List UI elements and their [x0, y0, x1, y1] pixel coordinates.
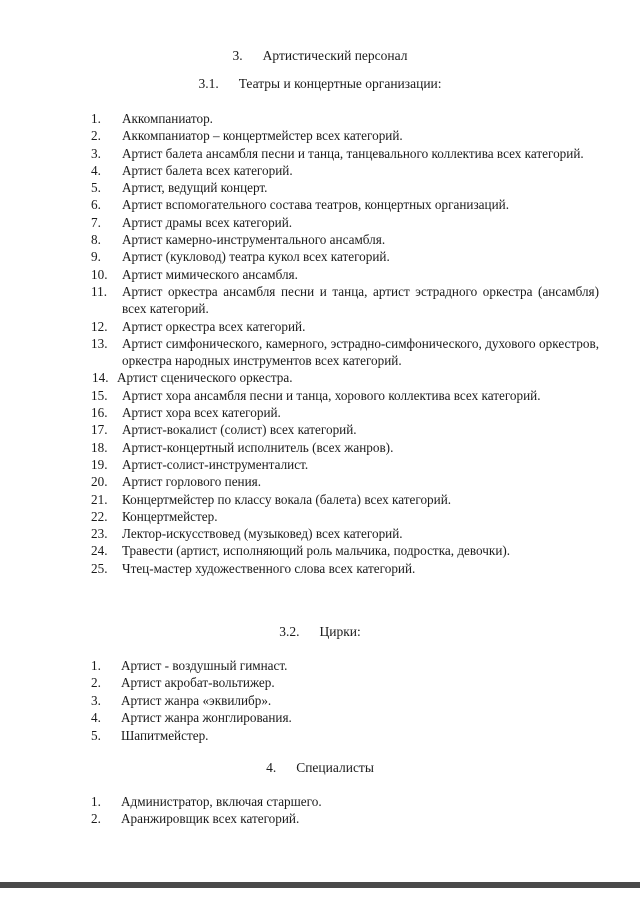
- list-item: [0, 283, 640, 318]
- item-text: Аккомпаниатор.: [122, 111, 213, 126]
- list-item: [0, 214, 640, 231]
- list-item: [0, 657, 640, 674]
- item-text: Артист камерно-инструментального ансамбля.: [122, 232, 386, 248]
- list-theatres: [0, 110, 640, 577]
- section-number: 4.: [266, 760, 277, 775]
- item-number: 22.: [91, 508, 108, 524]
- section-heading-4: [0, 760, 640, 776]
- section-number: 3.: [232, 48, 243, 63]
- list-item: [0, 127, 640, 144]
- item-text: Травести (артист, исполняющий роль мальчика, подростка, девочки).: [122, 543, 511, 559]
- item-text: Артист-вокалист (солист) всех категорий.: [122, 422, 357, 438]
- list-item: [0, 369, 640, 386]
- item-text: Аккомпаниатор – концертмейстер всех категорий.: [122, 128, 403, 144]
- item-number: 21.: [91, 491, 108, 507]
- list-item: [0, 508, 640, 525]
- item-number: 8.: [91, 232, 101, 248]
- item-number: 1.: [91, 658, 101, 673]
- item-text: Лектор-искусствовед (музыковед) всех категорий.: [122, 526, 403, 542]
- item-number: 16.: [91, 405, 108, 421]
- list-item: [0, 196, 640, 213]
- list-item: [0, 560, 640, 577]
- item-text: Концертмейстер по классу вокала (балета) всех категорий.: [122, 491, 452, 507]
- item-text: Артист жанра жонглирования.: [121, 710, 292, 726]
- list-item: [0, 421, 640, 438]
- list-item: [0, 318, 640, 335]
- list-item: [0, 266, 640, 283]
- item-text: Артист хора всех категорий.: [122, 405, 281, 421]
- item-text: Артист акробат-вольтижер.: [121, 675, 275, 691]
- item-text: Артист драмы всех категорий.: [122, 214, 293, 230]
- item-number: 12.: [91, 318, 108, 334]
- item-number: 13.: [91, 335, 108, 351]
- subsection-number: 3.2.: [279, 624, 300, 639]
- subsection-heading-3-2: [0, 624, 640, 640]
- item-text: Артист-концертный исполнитель (всех жанров).: [122, 439, 394, 455]
- item-text: Артист, ведущий концерт.: [122, 180, 268, 196]
- item-text: Концертмейстер.: [122, 508, 218, 524]
- list-item: [0, 674, 640, 691]
- item-number: 2.: [91, 128, 101, 144]
- list-item: [0, 456, 640, 473]
- item-number: 10.: [91, 266, 108, 282]
- list-item: [0, 727, 640, 744]
- item-number: 24.: [91, 543, 108, 559]
- list-item: [0, 404, 640, 421]
- item-text: Администратор, включая старшего.: [121, 794, 322, 809]
- subsection-title: Театры и концертные организации:: [238, 76, 442, 91]
- section-title: Артистический персонал: [262, 48, 408, 63]
- list-item: [0, 439, 640, 456]
- item-number: 25.: [91, 560, 108, 576]
- item-number: 1.: [91, 111, 101, 126]
- item-text: Артист оркестра всех категорий.: [122, 318, 306, 334]
- item-number: 15.: [91, 387, 108, 403]
- list-item: [0, 387, 640, 404]
- item-number: 18.: [91, 439, 108, 455]
- item-text: Артист (кукловод) театра кукол всех категорий.: [122, 249, 390, 265]
- list-item: [0, 473, 640, 490]
- item-number: 7.: [91, 214, 101, 230]
- section-heading-3: [0, 48, 640, 64]
- item-text: Артист - воздушный гимнаст.: [121, 658, 288, 673]
- list-item: [0, 179, 640, 196]
- item-number: 11.: [91, 283, 107, 299]
- item-number: 19.: [91, 456, 108, 472]
- item-number: 23.: [91, 526, 108, 542]
- item-text: Артист оркестра ансамбля песни и танца, артист эстрадного оркестра (ансамбля) всех категорий.: [122, 283, 599, 317]
- scan-edge-bar: [0, 882, 640, 888]
- item-number: 17.: [91, 422, 108, 438]
- item-text: Артист хора ансамбля песни и танца, хорового коллектива всех категорий.: [122, 387, 541, 403]
- item-number: 3.: [91, 145, 101, 161]
- list-item: [0, 525, 640, 542]
- item-text: Артист-солист-инструменталист.: [122, 456, 309, 472]
- item-text: Аранжировщик всех категорий.: [121, 811, 300, 827]
- list-item: [0, 810, 640, 827]
- item-text: Артист балета ансамбля песни и танца, танцевального коллектива всех категорий.: [122, 145, 584, 161]
- item-number: 3.: [91, 692, 101, 708]
- subsection-number: 3.1.: [198, 76, 219, 91]
- item-text: Артист мимического ансамбля.: [122, 266, 298, 282]
- item-number: 2.: [91, 675, 101, 691]
- list-item: [0, 709, 640, 726]
- item-text: Артист горлового пения.: [122, 474, 262, 490]
- item-text: Артист балета всех категорий.: [122, 162, 293, 178]
- item-number: 4.: [91, 162, 101, 178]
- item-number: 9.: [91, 249, 101, 265]
- list-item: [0, 162, 640, 179]
- item-number: 6.: [91, 197, 101, 213]
- item-text: Артист жанра «эквилибр».: [121, 692, 272, 708]
- list-item: [0, 110, 640, 127]
- list-circuses: [0, 657, 640, 744]
- item-number: 14.: [92, 370, 109, 386]
- list-item: [0, 145, 640, 162]
- item-number: 20.: [91, 474, 108, 490]
- item-number: 2.: [91, 811, 101, 827]
- item-text: Чтец-мастер художественного слова всех категорий.: [122, 560, 416, 576]
- item-number: 4.: [91, 710, 101, 726]
- list-item: [0, 335, 640, 370]
- list-item: [0, 491, 640, 508]
- list-item: [0, 542, 640, 559]
- section-title: Специалисты: [296, 760, 374, 775]
- item-number: 5.: [91, 727, 101, 743]
- item-text: Артист вспомогательного состава театров, концертных организаций.: [122, 197, 509, 213]
- item-text: Артист симфонического, камерного, эстрадно-симфонического, духового оркестров, оркестра народных инструментов всех категорий.: [122, 335, 599, 369]
- subsection-heading-3-1: [0, 76, 640, 92]
- list-item: [0, 692, 640, 709]
- subsection-title: Цирки:: [319, 624, 361, 639]
- item-number: 5.: [91, 180, 101, 196]
- list-item: [0, 248, 640, 265]
- list-specialists: [0, 793, 640, 828]
- item-number: 1.: [91, 794, 101, 809]
- list-item: [0, 231, 640, 248]
- item-text: Артист сценического оркестра.: [117, 370, 293, 386]
- item-text: Шапитмейстер.: [121, 727, 209, 743]
- list-item: [0, 793, 640, 810]
